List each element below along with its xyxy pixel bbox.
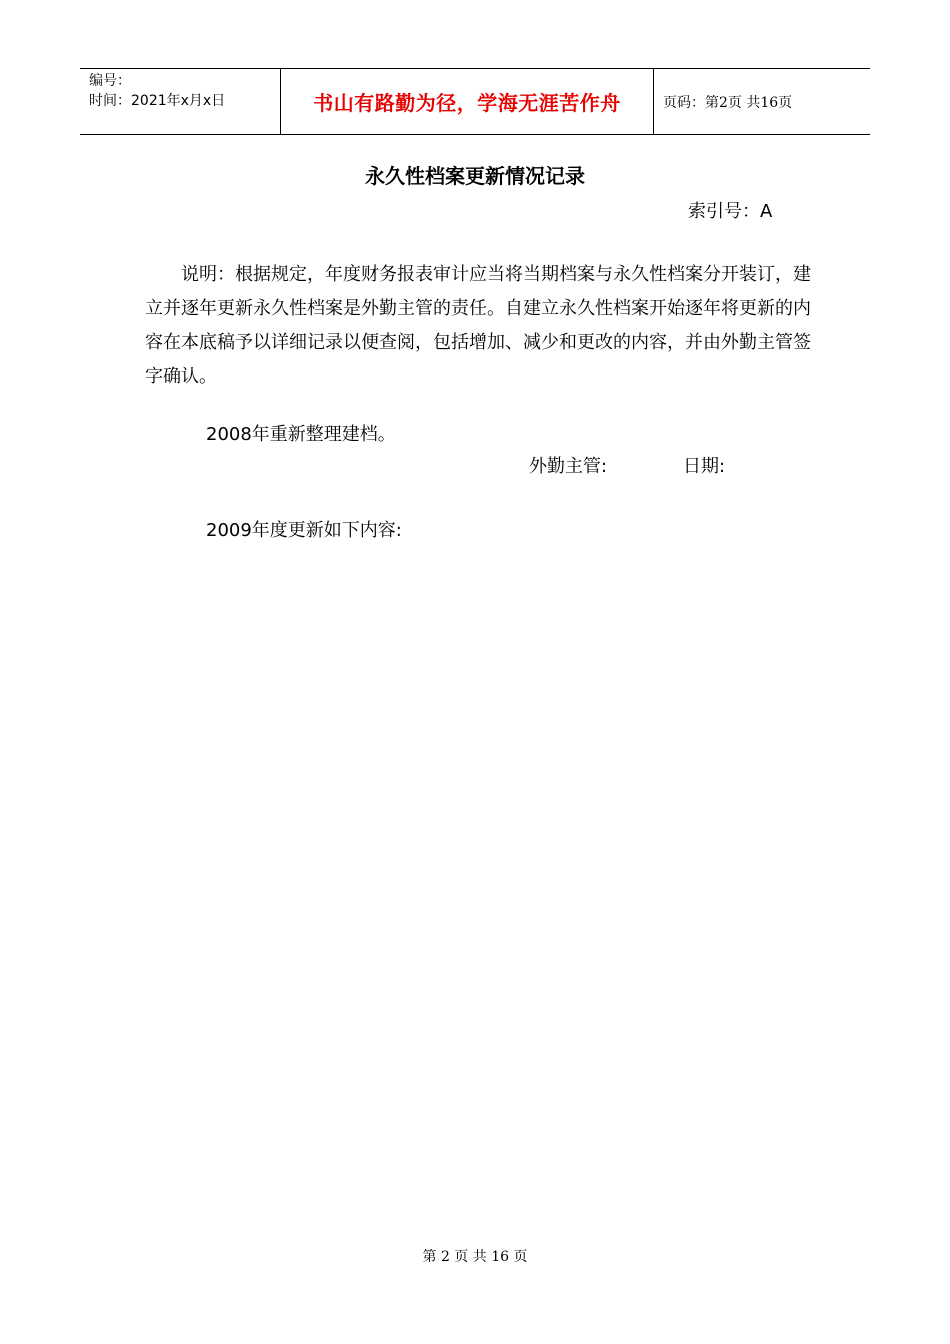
supervisor-signature-label: 外勤主管:: [529, 456, 608, 477]
index-number: 索引号：A: [688, 201, 773, 222]
number-label: 编号：: [89, 73, 131, 89]
header-page-cell: [654, 69, 870, 134]
date-signature-label: 日期:: [683, 456, 726, 477]
update-2009-line: 2009年度更新如下内容:: [206, 520, 402, 541]
time-label: 时间：2021年x月x日: [89, 93, 226, 109]
page-header: [80, 68, 870, 135]
description-paragraph: 说明：根据规定，年度财务报表审计应当将当期档案与永久性档案分开装订，建立并逐年更新永久性档案是外勤主管的责任。自建立永久性档案开始逐年将更新的内容在本底稿予以详细记录以便查阅，包括增加、减少和更改的内容，并由外勤主管签字确认。: [145, 264, 811, 387]
page-footer: 第 2 页 共 16 页: [422, 1249, 528, 1265]
document-title: 永久性档案更新情况记录: [365, 164, 585, 188]
header-page-info: 页码：第2页 共16页: [663, 94, 793, 111]
header-motto-cell: [281, 69, 654, 134]
motto-text: 书山有路勤为径，学海无涯苦作舟: [313, 91, 621, 115]
header-meta-cell: [80, 69, 281, 134]
archive-2008-line: 2008年重新整理建档。: [206, 424, 396, 445]
